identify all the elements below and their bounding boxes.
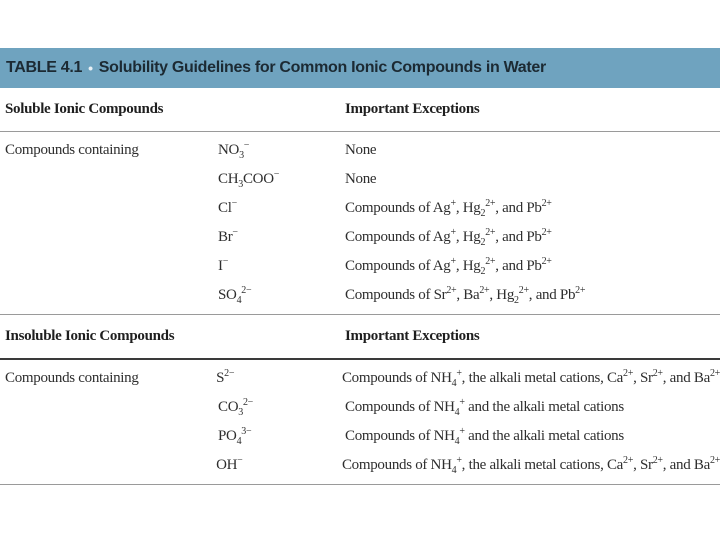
exception-text: Compounds of $NH_4^+$ and the alkali metal cations [345, 397, 624, 418]
insoluble-exceptions-heading: Important Exceptions [345, 328, 480, 344]
ion-formula: OH− [216, 455, 243, 473]
table-row [0, 252, 720, 281]
table-row [0, 194, 720, 223]
exception-text: Compounds of $NH_4^+$ and the alkali metal cations [345, 426, 624, 447]
solubility-table [0, 48, 720, 485]
ion-formula: $NO_3^-$ [218, 140, 250, 161]
insoluble-heading: Insoluble Ionic Compounds [5, 328, 175, 344]
table-title: Solubility Guidelines for Common Ionic Compounds in Water [98, 59, 546, 76]
exception-text: None [345, 171, 377, 187]
soluble-exceptions-heading: Important Exceptions [345, 101, 480, 117]
exception-text: Compounds of Ag+, $Hg_2^{2+}$, and $Pb^{2+}$ [345, 227, 552, 248]
table-row [0, 223, 720, 252]
soluble-section [0, 88, 720, 315]
table-row [0, 364, 720, 393]
table-title-bar [0, 48, 720, 88]
soluble-rows [0, 131, 720, 315]
ion-formula: $CO_3^{2-}$ [218, 397, 253, 418]
row-label: Compounds containing [5, 370, 139, 386]
exception-text: Compounds of $NH_4^+$, the alkali metal cations, $Ca^{2+}$, $Sr^{2+}$, and $Ba^{2+}$ [341, 455, 720, 476]
table-row [0, 393, 720, 422]
table-label: TABLE 4.1 [6, 59, 83, 76]
ion-formula: $PO_4^{3-}$ [218, 426, 252, 447]
ion-formula: Br− [218, 227, 238, 245]
table-row [0, 451, 720, 480]
ion-formula: I− [218, 256, 229, 274]
insoluble-section [0, 315, 720, 485]
row-label: Compounds containing [5, 142, 139, 158]
exception-text: Compounds of Ag+, $Hg_2^{2+}$, and $Pb^{2+}$ [345, 256, 552, 277]
insoluble-header-row [0, 315, 720, 360]
insoluble-rows [0, 360, 720, 485]
table-row [0, 136, 720, 165]
table-row [0, 422, 720, 451]
exception-text: None [345, 142, 377, 158]
table-row [0, 281, 720, 310]
bullet-icon: • [88, 60, 93, 76]
soluble-header-row [0, 88, 720, 131]
soluble-heading: Soluble Ionic Compounds [5, 101, 164, 117]
exception-text: Compounds of $Sr^{2+}$, $Ba^{2+}$, $Hg_2^{2+}$, and $Pb^{2+}$ [345, 285, 586, 306]
ion-formula: $SO_4^{2-}$ [218, 285, 252, 306]
exception-text: Compounds of $NH_4^+$, the alkali metal cations, $Ca^{2+}$, $Sr^{2+}$, and $Ba^{2+}$ [341, 368, 720, 389]
ion-formula: $S^{2-}$ [216, 368, 235, 386]
exception-text: Compounds of Ag+, $Hg_2^{2+}$, and $Pb^{2+}$ [345, 198, 552, 219]
table-row [0, 165, 720, 194]
ion-formula: $CH_3COO^-$ [218, 169, 280, 190]
ion-formula: Cl− [218, 198, 237, 216]
